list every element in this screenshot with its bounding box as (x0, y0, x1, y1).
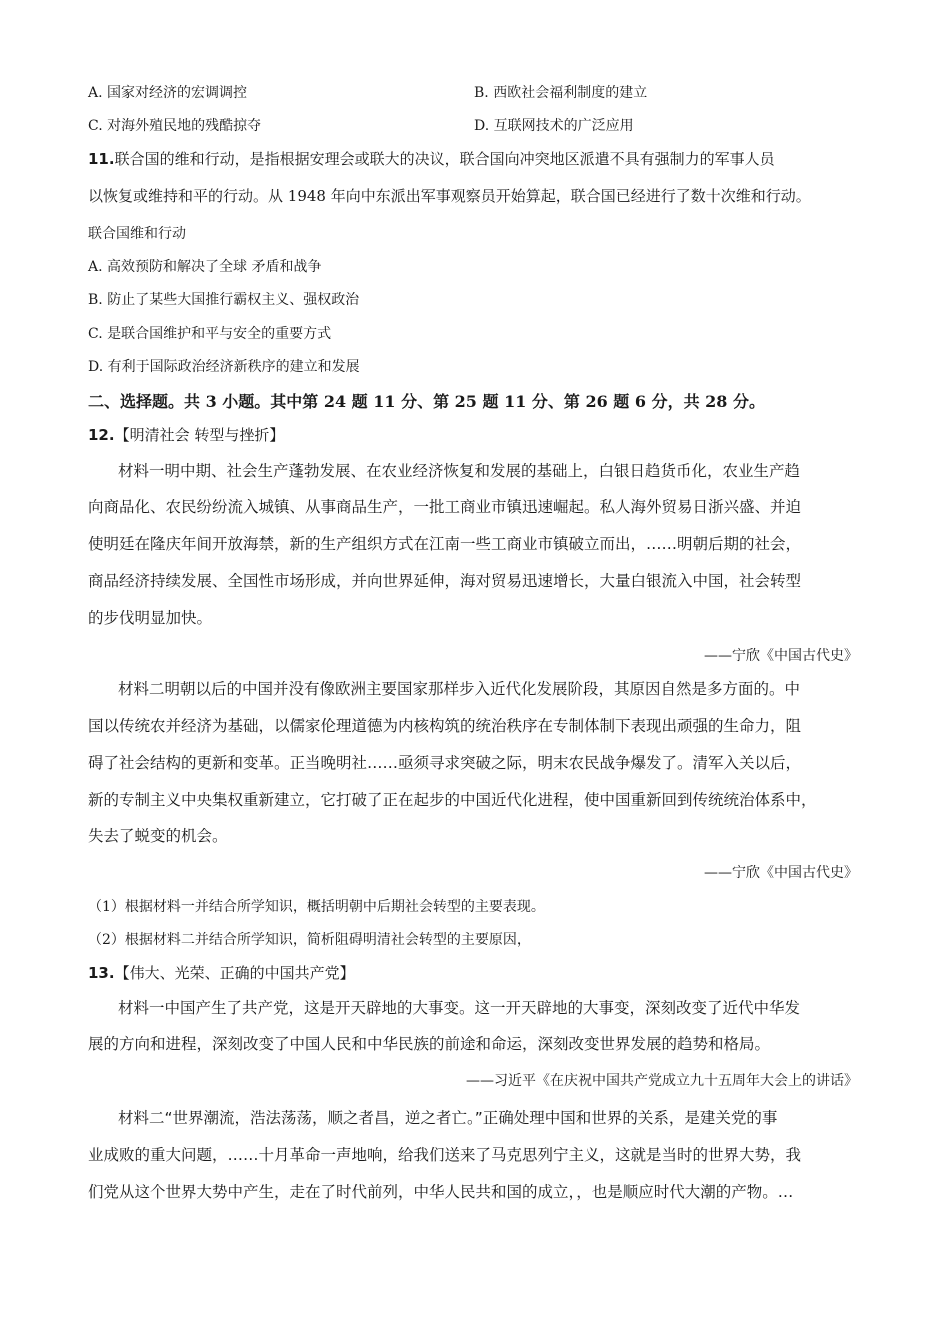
q13-m2-line3: 们党从这个世界大势中产生，走在了时代前列，中华人民共和国的成立，，也是顺应时代大潮的产物。… (88, 1183, 794, 1201)
q10-option-c: C. 对海外殖民地的残酷掠夺 (88, 118, 262, 134)
q11-option-c: C. 是联合国维护和平与安全的重要方式 (88, 326, 332, 342)
q10-option-b: B. 西欧社会福利制度的建立 (474, 85, 648, 101)
q13-m2-line2: 业成败的重大问题，……十月革命一声地响，给我们送来了马克思列宁主义，这就是当时的世界大势，我 (88, 1146, 802, 1164)
q12-m2-line2: 国以传统农并经济为基础，以儒家伦理道德为内核构筑的统治秩序在专制体制下表现出顽强的生命力，阻 (88, 717, 802, 735)
q10-option-d: D. 互联网技术的广泛应用 (474, 118, 634, 134)
q12-subquestion-1: （1）根据材料一并结合所学知识，概括明朝中后期社会转型的主要表现。 (88, 899, 545, 915)
q12-number: 12. (88, 426, 115, 444)
q12-heading (88, 424, 284, 445)
q12-subquestion-2: （2）根据材料二并结合所学知识，简析阻碍明清社会转型的主要原因， (88, 932, 531, 948)
q12-source2: ——宁欣《中国古代史》 (704, 865, 858, 881)
q12-m1-line5: 的步伐明显加快。 (88, 609, 213, 627)
q12-m1-line2: 向商品化、农民纷纷流入城镇、从事商品生产，一批工商业市镇迅速崛起。私人海外贸易日浙兴盛、并迫 (88, 498, 802, 516)
q11-option-a: A. 高效预防和解决了全球 矛盾和战争 (88, 259, 322, 275)
q12-m2-line5: 失去了蜕变的机会。 (88, 827, 228, 845)
q11-stem-line3: 联合国维和行动 (88, 226, 186, 242)
q12-topic: 【明清社会 转型与挫折】 (114, 426, 285, 444)
q10-option-a: A. 国家对经济的宏调调控 (88, 85, 248, 101)
q13-topic: 【伟大、光荣、正确的中国共产党】 (114, 964, 355, 982)
q12-m2-line4: 新的专制主义中央集权重新建立，它打破了正在起步的中国近代化进程，使中国重新回到传统统治体系中， (88, 791, 817, 809)
q11-number: 11. (88, 150, 115, 168)
q13-number: 13. (88, 964, 115, 982)
q11-option-d: D. 有利于国际政治经济新秩序的建立和发展 (88, 359, 360, 375)
q12-m2-line1: 材料二明朝以后的中国并没有像欧洲主要国家那样步入近代化发展阶段，其原因自然是多方面的。中 (118, 680, 801, 698)
q13-m2-line1: 材料二“世界潮流，浩法荡荡，顺之者昌，逆之者亡。”正确处理中国和世界的关系，是建关党的事 (118, 1109, 778, 1127)
q13-heading (88, 962, 355, 983)
q13-m1-line2: 展的方向和进程，深刻改变了中国人民和中华民族的前途和命运，深刻改变世界发展的趋势和格局。 (88, 1035, 771, 1053)
q11-option-b: B. 防止了某些大国推行霸权主义、强权政治 (88, 292, 360, 308)
q12-source1: ——宁欣《中国古代史》 (704, 648, 858, 664)
q13-m1-line1: 材料一中国产生了共产党，这是开天辟地的大事变。这一开天辟地的大事变，深刻改变了近代中华发 (118, 999, 801, 1017)
q12-m1-line1: 材料一明中期、社会生产蓬勃发展、在农业经济恢复和发展的基础上，白银日趋货币化，农业生产趋 (118, 462, 801, 480)
q12-m1-line3: 使明廷在隆庆年间开放海禁，新的生产组织方式在江南一些工商业市镇破立而出，……明朝后期的社会， (88, 535, 802, 553)
q12-m2-line3: 碍了社会结构的更新和变革。正当晚明社……亟须寻求突破之际，明末农民战争爆发了。清军入关以后， (88, 754, 802, 772)
q11-stem-line2: 以恢复或维持和平的行动。从 1948 年向中东派出军事观察员开始算起，联合国已经进行了数十次维和行动。 (88, 187, 811, 205)
q11-stem-line1: 11.联合国的维和行动，是指根据安理会或联大的决议，联合国向冲突地区派遣不具有强制力的军事人员 (88, 150, 775, 168)
section2-heading: 二、选择题。共 3 小题。其中第 24 题 11 分、第 25 题 11 分、第 26 题 6 分，共 28 分。 (88, 392, 765, 411)
q13-source1: ——习近平《在庆祝中国共产党成立九十五周年大会上的讲话》 (466, 1073, 858, 1089)
q12-m1-line4: 商品经济持续发展、全国性市场形成，并向世界延伸，海对贸易迅速增长，大量白银流入中国，社会转型 (88, 572, 802, 590)
